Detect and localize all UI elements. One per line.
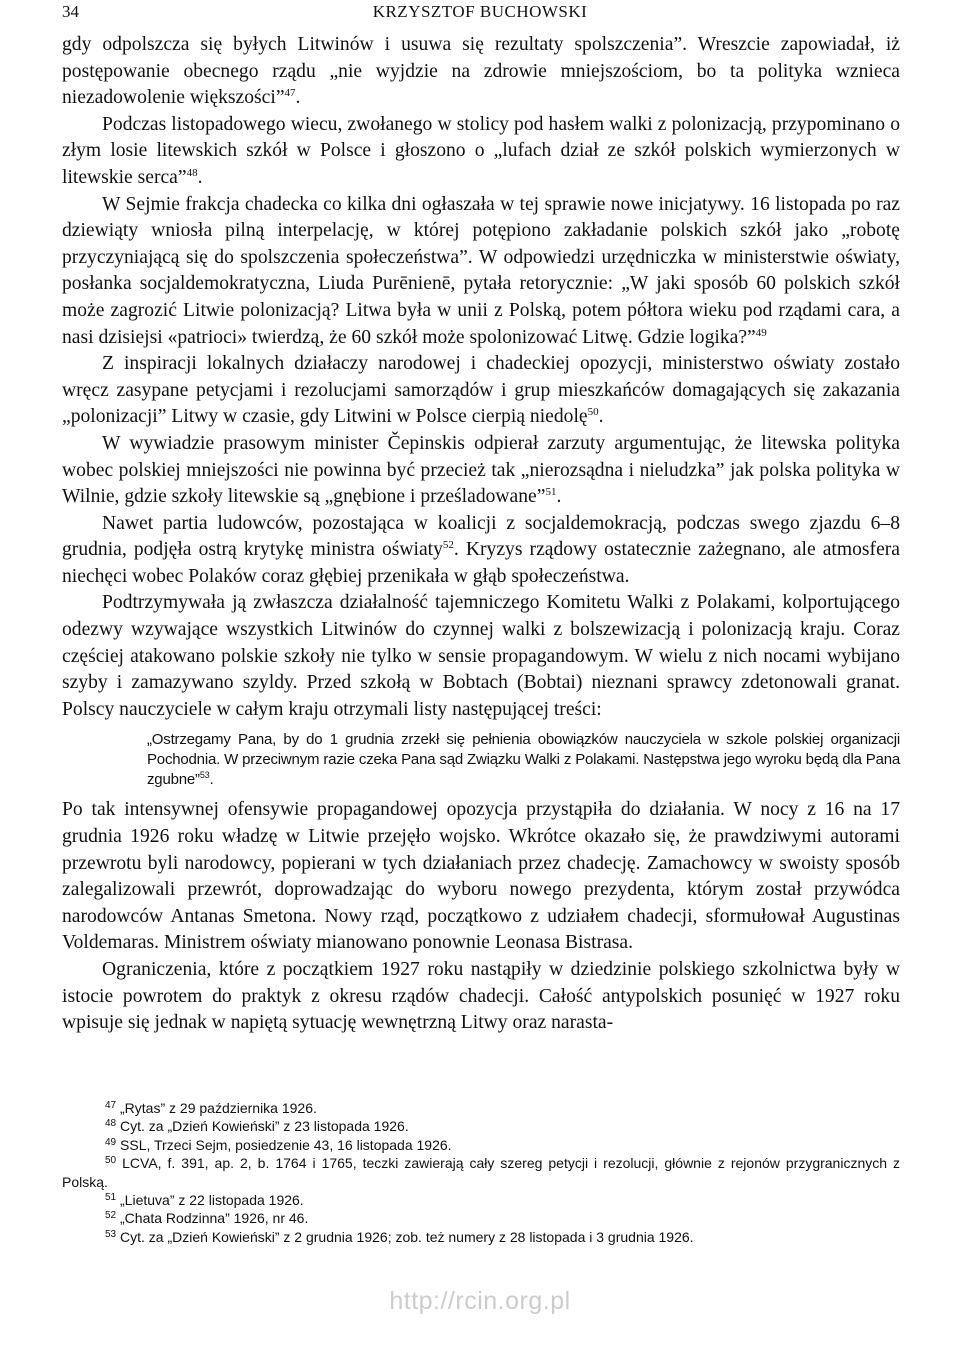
footnote-ref: 47	[284, 87, 296, 100]
footnote-ref: 49	[755, 326, 767, 339]
paragraph: Nawet partia ludowców, pozostająca w koalicji z socjaldemokracją, podczas swego zjazdu 6–8 grudnia, podjęła ostrą krytykę ministra oświaty$^{52}$. Kryzys rządowy ostatecznie zażegnano, ale atmosfera niechęci wobec Polaków coraz głębiej przenikała w głąb społeczeństwa.	[62, 512, 900, 587]
footnote-number: 49	[105, 1136, 117, 1148]
footnote-number: 47	[105, 1100, 117, 1111]
footnote: $^{47}$ „Rytas” z 29 października 1926.	[105, 1100, 317, 1116]
page-header	[62, 2, 898, 26]
paragraph: W wywiadzie prasowym minister Čepinskis odpierał zarzuty argumentując, że litewska polityka wobec polskiej mniejszości nie powinna być przecież tak „nierozsądna i nieludzka” jak polska polityka w Wilnie, gdzie szkoły litewskie są „gnębione i prześladowane”$^{51}$.	[62, 432, 900, 508]
footnote-number: 51	[105, 1192, 117, 1204]
paragraph: Podtrzymywała ją zwłaszcza działalność tajemniczego Komitetu Walki z Polakami, kolportującego odezwy wzywające wszystkich Litwinów do czynnej walki z bolszewizacją i polonizacją kraju. Coraz częściej atakowano polskie szkoły nie tylko w sensie propagandowym. W wielu z nich nocami wybijano szyby i zamazywano szyldy. Przed szkołą w Bobtach (Bobtai) nieznani sprawcy zdetonowali granat. Polscy nauczyciele w całym kraju otrzymali listy następującej treści:	[62, 592, 900, 720]
footnote-ref: 50	[587, 406, 599, 419]
paragraph: Podczas listopadowego wiecu, zwołanego w stolicy pod hasłem walki z polonizacją, przypominano o złym losie litewskich szkół w Polsce i głoszono o „lufach dział ze szkół polskich wymierzonych w litewskie serca”$^{48}$.	[62, 113, 900, 188]
source-watermark: http://rcin.org.pl	[389, 1287, 571, 1315]
running-head: KRZYSZTOF BUCHOWSKI	[372, 2, 588, 21]
footnote-number: 48	[105, 1118, 117, 1130]
paragraph: gdy odpolszcza się byłych Litwinów i usuwa się rezultaty spolszczenia”. Wreszcie zapowiadał, iż postępowanie obecnego rządu „nie wyjdzie na zdrowie mniejszościom, bo ta polityka wznieca niezadowolenie większości”$^{47}$.	[62, 34, 900, 109]
footnotes	[62, 1099, 900, 1246]
footnote: $^{51}$ „Lietuva” z 22 listopada 1926.	[105, 1192, 304, 1209]
footnote-ref: 52	[442, 539, 454, 552]
footnote-ref: 51	[545, 486, 557, 499]
footnote: $^{49}$ SSL, Trzeci Sejm, posiedzenie 43, 16 listopada 1926.	[105, 1136, 452, 1153]
paragraph: W Sejmie frakcja chadecka co kilka dni ogłaszała w tej sprawie nowe inicjatywy. 16 listopada po raz dziewiąty wniosła pilną interpelację, w której potępiono zakładanie polskich szkół jako „robotę przyczyniającą się do spolszczenia społeczeństwa”. W odpowiedzi urzędniczka w ministerstwie oświaty, posłanka socjaldemokratyczna, Liuda Purēnienē, pytała retorycznie: „W jaki sposób 60 polskich szkół może zagrozić Litwie polonizacją? Litwa była w unii z Polską, potem półtora wieku pod rządami cara, a nasi dzisiejsi «patrioci» twierdzą, że 60 szkół może spolonizować Litwę. Gdzie logika?”$^{49}$	[62, 193, 900, 348]
footnote-number: 50	[105, 1155, 117, 1167]
main-text	[62, 32, 900, 1037]
footnote-number: 52	[105, 1210, 117, 1222]
footnote-number: 53	[105, 1228, 117, 1240]
paragraph: Ograniczenia, które z początkiem 1927 roku nastąpiły w dziedzinie polskiego szkolnictwa były w istocie powrotem do praktyk z okresu rządów chadecji. Całość antypolskich posunięć w 1927 roku wpisuje się jednak w napiętą sytuację wewnętrzną Litwy oraz narasta-	[62, 959, 900, 1034]
paragraph: Z inspiracji lokalnych działaczy narodowej i chadeckiej opozycji, ministerstwo oświaty zostało wręcz zasypane petycjami i rezolucjami samorządów i grup mieszkańców domagających się zakazania „polonizacji” Litwy w czasie, gdy Litwini w Polsce cierpią niedolę$^{50}$.	[62, 353, 900, 428]
footnote: $^{53}$ Cyt. za „Dzień Kowieński” z 2 grudnia 1926; zob. też numery z 28 listopada i 3 grudnia 1926.	[105, 1228, 694, 1245]
footnote: $^{48}$ Cyt. za „Dzień Kowieński” z 23 listopada 1926.	[105, 1118, 409, 1135]
paragraph: Po tak intensywnej ofensywie propagandowej opozycja przystąpiła do działania. W nocy z 16 na 17 grudnia 1926 roku władzę w Litwie przejęło wojsko. Wkrótce okazało się, że prawdziwymi autorami przewrotu byli narodowcy, popierani w tych działaniach przez chadecję. Zamachowcy w swoisty sposób zalegalizowali przewrót, doprowadzając do wyboru nowego prezydenta, którym został przywódca narodowców Antanas Smetona. Nowy rząd, początkowo z udziałem chadecji, sformułował Augustinas Voldemaras. Ministrem oświaty mianowano ponownie Leonasa Bistrasa.	[62, 799, 900, 954]
block-quote: „Ostrzegamy Pana, by do 1 grudnia zrzekł się pełnienia obowiązków nauczyciela w szkole polskiej organizacji Pochodnia. W przeciwnym razie czeka Pana sąd Związku Walki z Polakami. Następstwa jego wyroku będą dla Pana zgubne”$^{53}$.	[147, 731, 900, 789]
page-number: 34	[62, 2, 79, 21]
footnote-ref: 48	[186, 166, 198, 179]
footnote: $^{50}$ LCVA, f. 391, ap. 2, b. 1764 i 1765, teczki zawierają cały szereg petycji i rezolucji, głównie z rejonów przygranicznych z Polską.	[62, 1155, 901, 1190]
footnote-ref: 53	[199, 770, 210, 781]
footnote: $^{52}$ „Chata Rodzinna” 1926, nr 46.	[105, 1210, 309, 1227]
